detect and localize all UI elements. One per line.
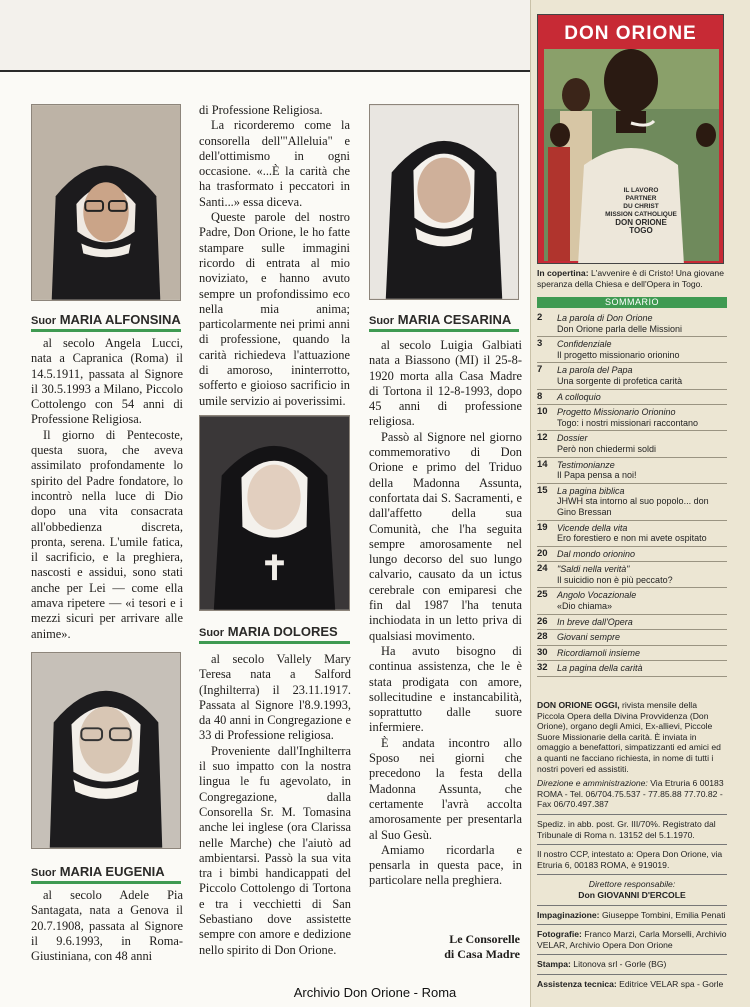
- table-of-contents: [537, 311, 727, 677]
- divider: [537, 954, 727, 955]
- colophon-postal: Spediz. in abb. post. Gr. III/70%. Registrato dal Tribunale di Roma n. 13152 del 5.1.1970.: [537, 818, 716, 840]
- shirt-line: IL LAVORO: [623, 187, 659, 194]
- colophon-label: Direttore responsabile:: [588, 879, 676, 890]
- obituary-alfonsina: [31, 336, 183, 642]
- obituary-eugenia-continued: [199, 103, 350, 409]
- signature-line: Le Consorelle: [449, 932, 520, 946]
- nun-name-cesarina: Suor MARIA CESARINA: [369, 312, 512, 327]
- toc-item[interactable]: 8 A colloquio: [537, 390, 727, 406]
- paragraph: Passò al Signore nel giorno commemorativo di Don Orione e primo del Triduo della Madonna Assunta, confortata dai S. Sacramenti, e dall'affetto della sua Comunità, che l'ha seguita sempre amorosamente nel lungo decorso del suo lungo calvario, causato da un ictus cerebrale con emiparesi che fin dal 1987 l'ha tenuta inchiodata in un letto priva di qualsiasi movimento.: [369, 429, 522, 643]
- toc-item[interactable]: 30 Ricordiamoli insieme: [537, 646, 727, 662]
- colophon-value: Giuseppe Tombini, Emilia Penati: [601, 909, 726, 920]
- header-rule: [0, 70, 530, 72]
- obituary-eugenia-start: [31, 888, 183, 964]
- nun-name-alfonsina: Suor MARIA ALFONSINA: [31, 312, 181, 327]
- toc-item[interactable]: 15 La pagina biblica JHWH sta intorno al suo popolo... don Gino Bressan: [537, 484, 727, 521]
- director-name: Don GIOVANNI D'ERCOLE: [578, 889, 686, 900]
- colophon-label: Direzione e amministrazione:: [537, 778, 648, 789]
- name-underline: [31, 329, 181, 332]
- paragraph: Proveniente dall'Inghilterra il suo impatto con la nostra lingua le fu agevolato, in Congregazione, dalla Consorella Sr. M. Tomasina anche lei inglese (ora Clarissa nelle Marche) che l'aiutò ad ambientarsi. Passò la sua vita tra i bimbi handicappati del Piccolo Cottolengo di Tortona e tra i vecchietti di San Sebastiano dove assistette sempre con amore e dedizione nello spirito di Don Orione.: [199, 743, 351, 957]
- divider: [537, 905, 727, 906]
- paragraph: La ricorderemo come la consorella dell'"Alleluia" e dell'ottimismo in ogni occasione. «...È la carità che ha trasformato i peccatori in Santi...» essa diceva.: [199, 118, 350, 209]
- divider: [537, 814, 727, 815]
- colophon-value: Franco Marzi, Carla Morselli, Archivio VELAR, Archivio Opera Don Orione: [537, 929, 727, 950]
- signature-line: di Casa Madre: [444, 947, 520, 961]
- name-underline: [199, 641, 350, 644]
- signature: [369, 932, 520, 962]
- paragraph: Queste parole del nostro Padre, Don Orione, le ho fatte stampare sulle immagini ricordo di entrata al mio noviziato, e hanno avuto sempre un profondissimo eco nella mia anima; particolarmente nei primi anni di professione, quando la carità richiedeva l'attuazione di amoroso, ininterrotto, sofferto e gioioso sacrificio in umile servizio ai poverissimi.: [199, 210, 350, 408]
- divider: [537, 844, 727, 845]
- colophon-label: Fotografie:: [537, 929, 582, 940]
- magazine-name: DON ORIONE OGGI,: [537, 700, 620, 710]
- colophon-label: Stampa:: [537, 959, 571, 970]
- paragraph: di Professione Religiosa.: [199, 103, 323, 117]
- paragraph: al secolo Angela Lucci, nata a Capranica (Roma) il 14.5.1911, passata al Signore il 30.5.1993 a Milano, Piccolo Cottolengo con 54 anni di Professione Religiosa.: [31, 336, 183, 427]
- colophon-label: Assistenza tecnica:: [537, 978, 617, 989]
- shirt-line: DON ORIONE: [615, 218, 667, 227]
- paragraph: Il giorno di Pentecoste, questa suora, che aveva assimilato profondamente lo spirito del Padre fondatore, lo incontrò nella luce di Dio dopo una vita consacrata all'obbedienza discreta, pronta, serena. L'umile fatica, il sacrificio, e la preghiera, nascosti e assidui, sono stati anche per Lei — come ella amava ripetere — «i tesori e i mezzi sicuri per arrivare alle anime».: [31, 427, 183, 641]
- paragraph: Amiamo ricordarla e pensarla in questa pace, in particolare nella preghiera.: [369, 842, 522, 888]
- toc-item[interactable]: 7 La parola del Papa Una sorgente di profetica carità: [537, 363, 727, 389]
- toc-item[interactable]: 19 Vicende della vita Ero forestiero e non mi avete ospitato: [537, 521, 727, 547]
- photo-maria-dolores: [199, 415, 350, 611]
- paragraph: al secolo Vallely Mary Teresa nata a Salford (Inghilterra) il 23.11.1917. Passata al Signore l'8.9.1993, da 40 anni in Congregazione e 33 di Professione religiosa.: [199, 652, 351, 743]
- paragraph: al secolo Adele Pia Santagata, nata a Genova il 20.7.1908, passata al Signore il 9.6.1993, in Roma-Giustiniana, con 48 anni: [31, 888, 183, 964]
- photo-maria-alfonsina: [31, 104, 181, 301]
- toc-item[interactable]: 25 Angolo Vocazionale «Dio chiama»: [537, 588, 727, 614]
- nun-name-eugenia: Suor MARIA EUGENIA: [31, 864, 165, 879]
- name-underline: [31, 881, 181, 884]
- shirt-line: PARTNER: [625, 195, 657, 202]
- sommario-header: SOMMARIO: [537, 297, 727, 308]
- magazine-cover: [537, 14, 724, 264]
- toc-item[interactable]: 28 Giovani sempre: [537, 630, 727, 646]
- toc-item[interactable]: 10 Progetto Missionario Orionino Togo: i nostri missionari raccontano: [537, 405, 727, 431]
- paragraph: È andata incontro allo Sposo nei giorni che precedono la festa della Madonna Assunta, che certamente l'avrà accolta amorosamente per presentarla al Suo Gesù.: [369, 735, 522, 842]
- nun-name-dolores: Suor MARIA DOLORES: [199, 624, 338, 639]
- toc-item[interactable]: 2 La parola di Don Orione Don Orione parla delle Missioni: [537, 311, 727, 337]
- obituary-cesarina: [369, 338, 522, 889]
- colophon-value: Editrice VELAR spa - Gorle: [619, 978, 724, 989]
- caption-lead: In copertina:: [537, 268, 589, 278]
- obituary-dolores: [199, 652, 351, 958]
- divider: [537, 874, 727, 875]
- shirt-line: DU CHRIST: [623, 203, 659, 210]
- cover-title: DON ORIONE: [564, 23, 697, 44]
- cover-shirt-text: [598, 187, 684, 235]
- archive-footer: Archivio Don Orione - Roma: [293, 985, 457, 1000]
- toc-item[interactable]: 26 In breve dall'Opera: [537, 615, 727, 631]
- toc-item[interactable]: 12 Dossier Però non chiedermi soldi: [537, 431, 727, 457]
- cover-caption: [537, 268, 727, 289]
- paragraph: al secolo Luigia Galbiati nata a Biassono (MI) il 25-8-1920 morta alla Casa Madre di Tortona il 12-8-1993, dopo 45 anni di professione religiosa.: [369, 338, 522, 429]
- toc-item[interactable]: 20 Dal mondo orionino: [537, 547, 727, 563]
- colophon-value: Litonova srl - Gorle (BG): [573, 959, 667, 970]
- photo-maria-cesarina: [369, 104, 519, 300]
- toc-item[interactable]: 32 La pagina della carità: [537, 661, 727, 677]
- shirt-line: TOGO: [629, 226, 653, 235]
- colophon-address: Via Etruria 6 00183 ROMA - Tel. 06/704.75.537 - 77.85.88 77.70.82 - Fax 06/70.497.387: [537, 778, 724, 810]
- paragraph: Ha avuto bisogno di continua assistenza, che le è stata prodigata con amore, sollecitudine e instancabilità, soprattutto dalle suore infermiere.: [369, 643, 522, 735]
- photo-maria-eugenia: [31, 652, 181, 849]
- colophon-intro: rivista mensile della Piccola Opera della Divina Provvidenza (Don Orione), organo degli Amici, Ex-allievi, Piccole Suore Missionarie della carità. È inviata in omaggio a benefattori, simpatizzanti ed amici ed a quanti ne facciano richiesta, in nome di tutti i nostri poveri ed assistiti.: [537, 700, 721, 774]
- colophon-ccp: Il nostro CCP, intestato a: Opera Don Orione, via Etruria 6, 00183 ROMA, è 919019.: [537, 849, 723, 870]
- divider: [537, 924, 727, 925]
- caption-text: L'avvenire è di Cristo! Una giovane speranza della Chiesa e dell'Opera in Togo.: [537, 268, 724, 289]
- colophon: [537, 700, 727, 993]
- toc-item[interactable]: 14 Testimonianze Il Papa pensa a noi!: [537, 458, 727, 484]
- divider: [537, 974, 727, 975]
- colophon-label: Impaginazione:: [537, 909, 600, 920]
- toc-item[interactable]: 3 Confidenziale Il progetto missionario orionino: [537, 337, 727, 363]
- shirt-line: MISSION CATHOLIQUE: [605, 211, 677, 218]
- name-underline: [369, 329, 519, 332]
- toc-item[interactable]: 24 "Saldi nella verità" Il suicidio non è più peccato?: [537, 562, 727, 588]
